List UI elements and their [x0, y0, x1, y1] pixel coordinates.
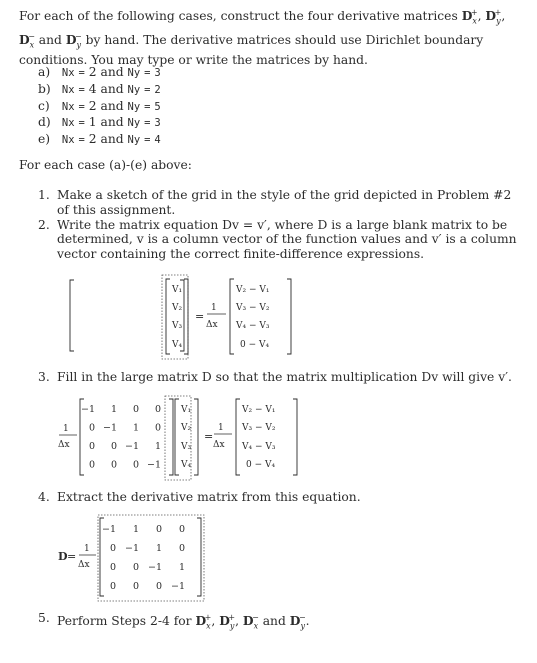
case-item: a) Nx = 2 and Ny = 3	[38, 65, 161, 79]
case-item: c) Nx = 2 and Ny = 5	[38, 98, 161, 113]
vprime-entry: V₄ − V₃	[242, 442, 276, 452]
filled-matrix-equation	[55, 393, 355, 483]
matrix-cell: −1	[146, 459, 161, 471]
v-entry: V₁	[172, 285, 183, 295]
v-entry: V₄	[172, 340, 183, 350]
matrix-cell: 0	[110, 459, 117, 471]
d-matrix-cells	[81, 404, 161, 471]
matrix-cell: 0	[132, 562, 139, 573]
fraction-denominator: Δx	[206, 320, 218, 330]
v-entry: V₁	[181, 405, 192, 415]
matrix-cell: −1	[124, 543, 139, 554]
matrix-cell: −1	[80, 404, 95, 415]
matrix-cell: −1	[147, 562, 162, 573]
matrix-cell: 0	[154, 422, 161, 434]
matrix-cell: −1	[124, 441, 139, 452]
steps-1-2	[38, 188, 518, 262]
fraction-denominator: Δx	[58, 440, 70, 450]
equals-sign: =	[204, 430, 214, 443]
step-1: 1. Make a sketch of the grid in the style of the grid depicted in Problem #2 of this assignment.	[38, 188, 512, 217]
matrix-cell: 0	[132, 581, 139, 592]
vprime-bracket-right	[293, 399, 297, 475]
step-3: 3. Fill in the large matrix D so that the matrix multiplication Dv will give v′.	[38, 370, 512, 384]
vprime-entry: V₃ − V₂	[236, 303, 270, 313]
matrix-cell: 1	[110, 404, 117, 415]
intro-paragraph: For each of the following cases, construct the four derivative matrices $D_x^+$, $D_y^+$, $D_x^-$ and $D_y^-$ by hand. The derivative matrices should use Dirichlet boundary conditions. You may type or write the matrices by hand.	[19, 8, 506, 68]
vprime-entry: 0 − V₄	[246, 460, 276, 470]
matrix-cell: 0	[109, 562, 116, 573]
step-2: 2. Write the matrix equation Dv = v′, where D is a large blank matrix to be determined, v is a column vector of the function values and v′ is a column vector containing the correct finite-difference expressions.	[38, 217, 517, 262]
intro-text-1: For each of the following cases, construct the four derivative matrices	[19, 9, 462, 24]
cases-list	[38, 65, 161, 149]
for-each-heading: For each case (a)-(e) above:	[19, 158, 192, 172]
d-matrix-cells	[102, 524, 185, 592]
v-bracket-right	[184, 279, 188, 354]
v-bracket-left	[175, 399, 179, 475]
v-entry: V₂	[181, 423, 192, 433]
fraction-numerator: 1	[218, 423, 224, 433]
op-dyp: $D_y^+$	[485, 8, 502, 26]
matrix-cell: 1	[132, 422, 139, 434]
v-entry: V₄	[181, 460, 192, 470]
matrix-cell: 1	[132, 524, 139, 535]
fraction-denominator: Δx	[78, 560, 90, 570]
blank-matrix-bracket-left	[70, 280, 74, 351]
extracted-d-matrix	[58, 512, 258, 602]
v-entry: V₂	[172, 303, 183, 313]
matrix-cell: 0	[178, 524, 185, 535]
vprime-bracket-left	[230, 279, 234, 354]
matrix-cell: 0	[109, 543, 116, 554]
d-bracket-right	[169, 399, 173, 475]
v-bracket-left	[166, 279, 170, 354]
vprime-entry: V₄ − V₃	[236, 321, 270, 331]
equals-sign: =	[67, 550, 77, 563]
matrix-cell: 0	[88, 422, 95, 434]
matrix-cell: 0	[178, 543, 185, 554]
fraction-numerator: 1	[211, 303, 217, 313]
blank-matrix-equation	[60, 270, 380, 365]
vprime-entry: 0 − V₄	[240, 340, 270, 350]
matrix-cell: 0	[110, 441, 117, 452]
fraction-denominator: Δx	[213, 440, 225, 450]
matrix-cell: 1	[155, 543, 162, 554]
fraction-numerator: 1	[63, 424, 69, 434]
vprime-entry: V₃ − V₂	[242, 423, 276, 433]
matrix-cell: 0	[132, 404, 139, 415]
vprime-bracket-right	[287, 279, 291, 354]
op-dxm: $D_x^-$	[19, 32, 35, 50]
vprime-entry: V₂ − V₁	[236, 285, 270, 295]
case-item: d) Nx = 1 and Ny = 3	[38, 115, 161, 130]
matrix-cell: 0	[155, 581, 162, 592]
matrix-cell: 0	[132, 459, 139, 471]
matrix-cell: −1	[170, 581, 185, 592]
steps-3	[38, 370, 518, 385]
matrix-cell: 0	[88, 459, 95, 471]
matrix-cell: 1	[154, 441, 161, 452]
steps-5	[38, 611, 518, 634]
matrix-cell: −1	[101, 524, 116, 535]
equals-sign: =	[195, 310, 205, 323]
matrix-cell: 0	[88, 441, 95, 452]
op-dym: $D_y^-$	[65, 32, 82, 50]
d-bracket-right	[197, 518, 201, 596]
steps-4	[38, 490, 518, 505]
fraction-numerator: 1	[84, 544, 90, 554]
intro-text-2: by hand. The derivative matrices should use Dirichlet boundary conditions. You may type or write the matrices by hand.	[19, 33, 484, 68]
matrix-cell: 0	[155, 524, 162, 535]
case-item: b) Nx = 4 and Ny = 2	[38, 81, 161, 96]
v-entry: V₃	[181, 442, 192, 452]
matrix-cell: 0	[109, 581, 116, 592]
step-5: 5. Perform Steps 2-4 for $D_x^+$, $D_y^+$, $D_x^-$ and $D_y^-$.	[38, 611, 310, 631]
vprime-entry: V₂ − V₁	[242, 405, 276, 415]
step-4: 4. Extract the derivative matrix from this equation.	[38, 490, 361, 504]
vprime-bracket-left	[236, 399, 240, 475]
matrix-cell: 0	[154, 404, 161, 415]
d-label: D	[58, 550, 68, 563]
matrix-cell: −1	[102, 422, 117, 434]
matrix-cell: 1	[178, 562, 185, 573]
v-entry: V₃	[172, 321, 183, 331]
v-bracket-right	[194, 399, 198, 475]
case-item: e) Nx = 2 and Ny = 4	[38, 132, 161, 147]
op-dxp: $D_x^+$	[461, 8, 478, 26]
